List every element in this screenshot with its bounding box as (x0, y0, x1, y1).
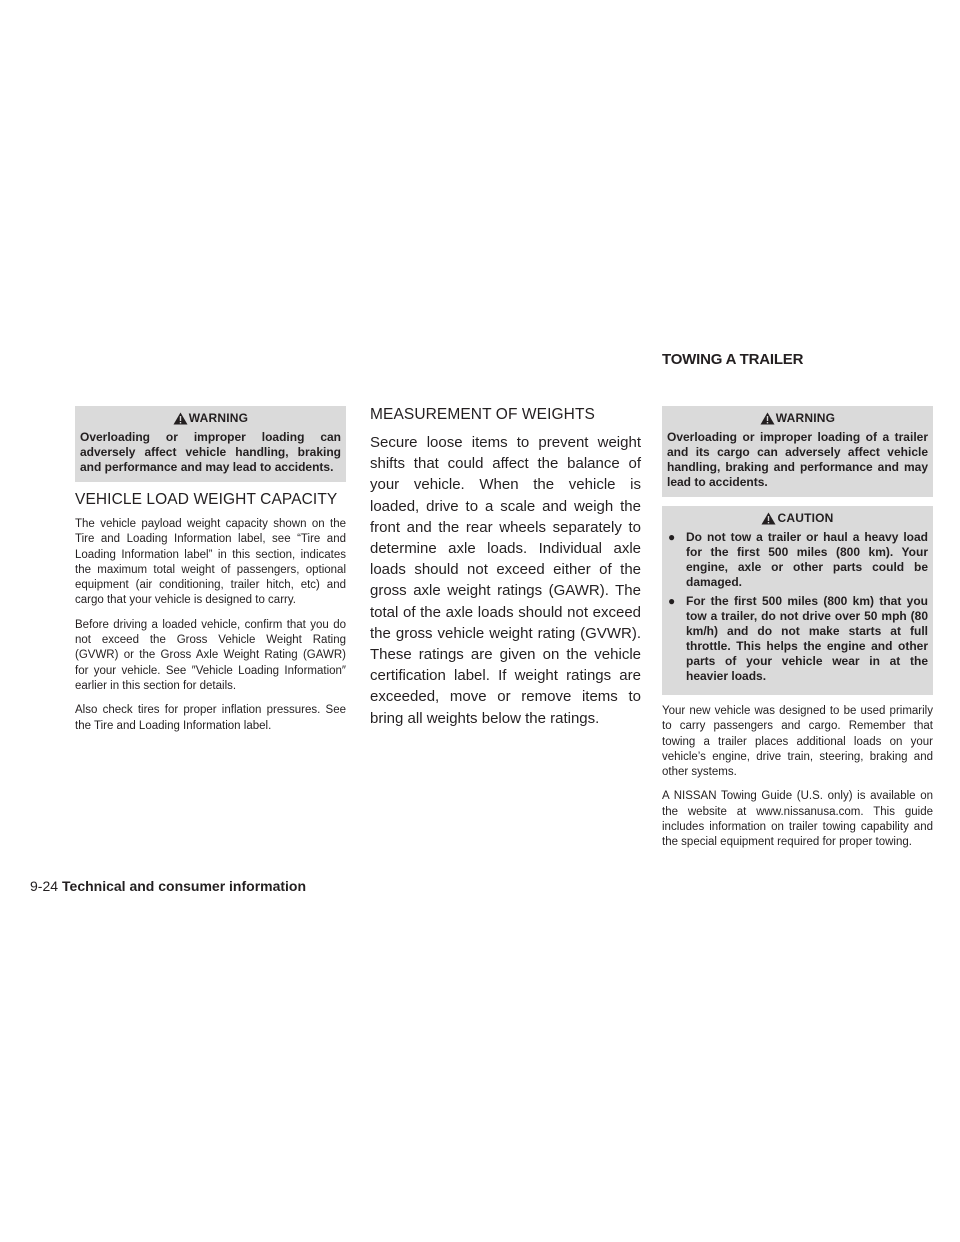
warning-title-text: WARNING (188, 411, 249, 425)
caution-list (667, 530, 928, 684)
paragraph: A NISSAN Towing Guide (U.S. only) is available on the website at www.nissanusa.com. This guide includes information on trailer towing capability and the special equipment required for proper towing. (662, 790, 933, 849)
section-heading: TOWING A TRAILER (662, 351, 804, 368)
column-middle (370, 406, 641, 729)
page-footer (30, 878, 306, 894)
column-left (75, 406, 346, 743)
warning-body: Overloading or improper loading can adversely affect vehicle handling, braking and performance and may lead to accidents. (80, 430, 341, 474)
list-item (667, 530, 928, 590)
heading-measurement-of-weights: MEASUREMENT OF WEIGHTS (370, 406, 595, 423)
warning-title (80, 406, 341, 430)
paragraph: Secure loose items to prevent weight shifts that could affect the balance of your vehicle. When the vehicle is loaded, drive to a scale and weigh the front and the rear wheels separately to determine axle loads. Individual axle loads should not exceed either of the gross axle weight ratings (GAWR). The total of the axle loads should not exceed the gross vehicle weight rating (GVWR). These ratings are given on the vehicle certification label. If weight ratings are exceeded, move or remove items to bring all weights below the ratings. (370, 434, 641, 727)
warning-body: Overloading or improper loading of a trailer and its cargo can adversely affect vehicle handling, braking and performance and may lead to accidents. (667, 430, 928, 489)
bullet-icon: ● (668, 594, 676, 608)
warning-box (75, 406, 346, 482)
caution-title (667, 506, 928, 530)
list-item-text: Do not tow a trailer or haul a heavy load for the first 500 miles (800 km). Your engine, axle or other parts could be damaged. (686, 530, 928, 589)
heading-vehicle-load-weight-capacity: VEHICLE LOAD WEIGHT CAPACITY (75, 491, 338, 508)
list-item-text: For the first 500 miles (800 km) that you tow a trailer, do not drive over 50 mph (80 km/h) and do not make starts at full throttle. This helps the engine and other parts of your vehicle wear in at the heavier loads. (686, 594, 928, 683)
footer-title: Technical and consumer information (62, 878, 307, 894)
paragraph: Also check tires for proper inflation pressures. See the Tire and Loading Information label. (75, 704, 346, 732)
paragraph: Your new vehicle was designed to be used primarily to carry passengers and cargo. Remember that towing a trailer places additional loads on your vehicle’s engine, drive train, steering, braking and other systems. (662, 705, 933, 779)
warning-icon (173, 412, 188, 425)
paragraph: Before driving a loaded vehicle, confirm that you do not exceed the Gross Vehicle Weight Rating (GVWR) or the Gross Axle Weight Rating (GAWR) for your vehicle. See ″Vehicle Loading Information″ earlier in this section for details. (75, 618, 346, 692)
caution-title-text: CAUTION (777, 511, 834, 525)
warning-icon (760, 412, 775, 425)
caution-box (662, 506, 933, 695)
paragraph: The vehicle payload weight capacity shown on the Tire and Loading Information label, see “Tire and Loading Information label” in this section, indicates the maximum total weight of passengers, optional equipment (air conditioning, trailer hitch, etc) and cargo that your vehicle is designed to carry. (75, 518, 346, 607)
warning-box (662, 406, 933, 497)
column-right (662, 406, 933, 860)
caution-icon (761, 512, 776, 525)
warning-title (667, 406, 928, 430)
bullet-icon: ● (668, 530, 676, 544)
warning-title-text: WARNING (775, 411, 836, 425)
page-number: 9-24 (30, 878, 59, 894)
list-item (667, 594, 928, 684)
